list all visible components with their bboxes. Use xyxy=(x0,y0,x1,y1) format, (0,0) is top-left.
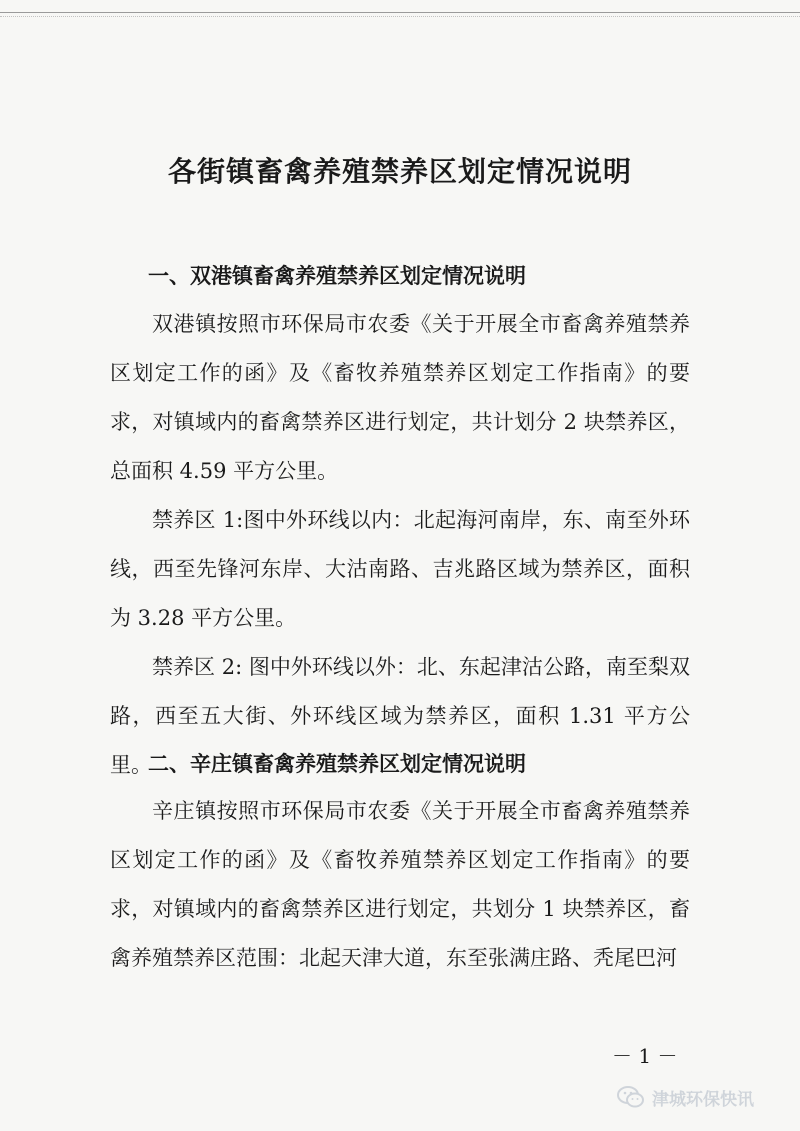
page-number: － 1 － xyxy=(612,1044,678,1068)
top-border-dotted-line xyxy=(0,16,800,17)
paragraph-shuanggang-intro: 双港镇按照市环保局市农委《关于开展全市畜禽养殖禁养区划定工作的函》及《畜牧养殖禁养区划定工作指南》的要求，对镇域内的畜禽禁养区进行划定，共计划分 2 块禁养区，总面积 4.59 平方公里。 xyxy=(110,312,690,483)
section-heading-shuanggang: 一、双港镇畜禽养殖禁养区划定情况说明 xyxy=(148,263,526,288)
paragraph-zone-2: 禁养区 2: 图中外环线以外：北、东起津沽公路，南至梨双路，西至五大街、外环线区域为禁养区，面积 1.31 平方公里。 xyxy=(110,655,690,777)
document-title: 各街镇畜禽养殖禁养区划定情况说明 xyxy=(167,155,632,188)
section-heading-xinzhuang: 二、辛庄镇畜禽养殖禁养区划定情况说明 xyxy=(148,751,526,776)
paragraph-zone-1: 禁养区 1:图中外环线以内：北起海河南岸，东、南至外环线，西至先锋河东岸、大沽南路、吉兆路区域为禁养区，面积为 3.28 平方公里。 xyxy=(110,508,690,630)
top-border-line xyxy=(0,12,800,13)
wechat-icon xyxy=(616,1085,646,1109)
watermark xyxy=(616,1084,754,1110)
paragraph-xinzhuang-intro: 辛庄镇按照市环保局市农委《关于开展全市畜禽养殖禁养区划定工作的函》及《畜牧养殖禁养区划定工作指南》的要求，对镇域内的畜禽禁养区进行划定，共划分 1 块禁养区，畜禽养殖禁养区范围：北起天津大道，东至张满庄路、秃尾巴河 xyxy=(110,799,690,970)
watermark-text: 津城环保快讯 xyxy=(652,1089,754,1110)
